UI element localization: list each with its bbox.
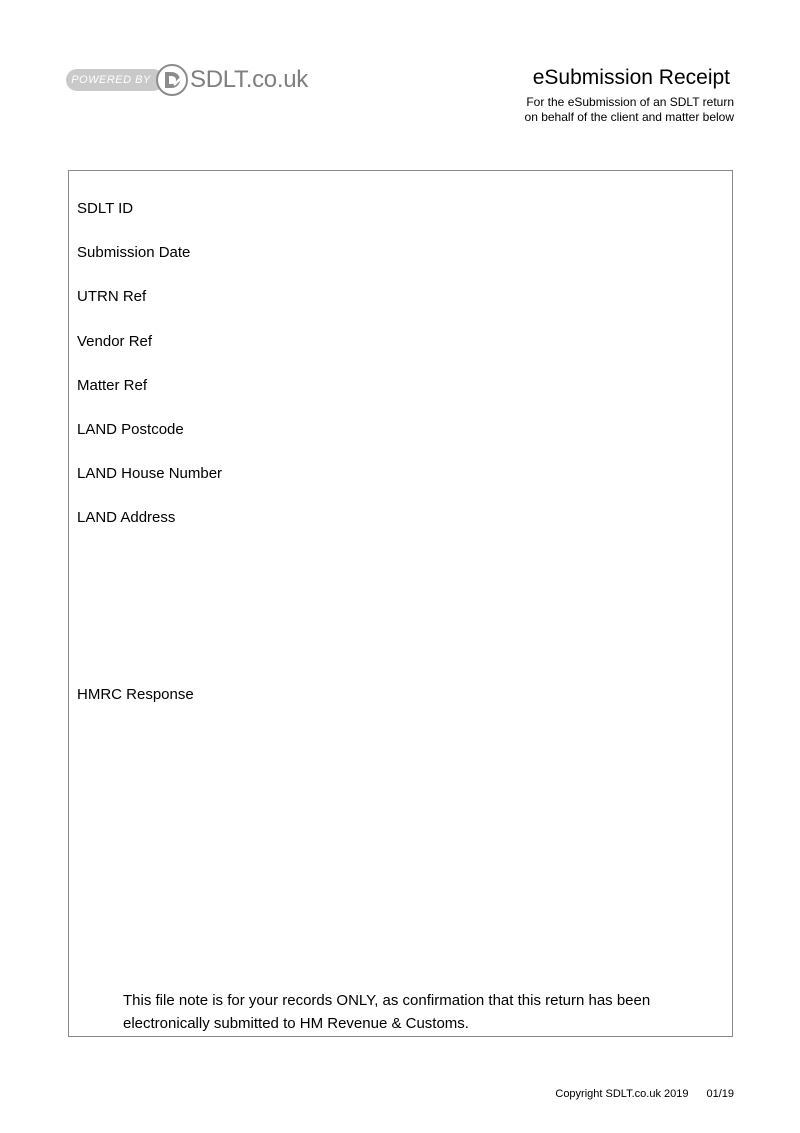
utrn-ref-label: UTRN Ref — [77, 288, 147, 305]
land-house-number-label: LAND House Number — [77, 465, 223, 482]
matter-ref-label: Matter Ref — [77, 377, 148, 394]
receipt-title: eSubmission Receipt — [532, 66, 730, 89]
sdlt-id-label: SDLT ID — [77, 200, 134, 217]
form-version: 01/19 — [706, 1088, 734, 1100]
brand-name: SDLT.co.uk — [190, 66, 308, 93]
confirmation-note: This file note is for your records ONLY, as confirmation that this return has been electronically submitted to HM Revenue & Customs. — [123, 992, 651, 1032]
submission-date-label: Submission Date — [77, 244, 191, 261]
receipt-subtitle — [525, 95, 734, 125]
subtitle-line-2: on behalf of the client and matter below — [524, 110, 734, 124]
powered-by-badge: POWERED BY — [66, 69, 164, 91]
land-address-label: LAND Address — [77, 509, 176, 526]
sdlt-logo-icon — [156, 64, 188, 96]
land-postcode-label: LAND Postcode — [77, 421, 184, 438]
subtitle-line-1: For the eSubmission of an SDLT return — [526, 95, 734, 109]
page-footer — [555, 1088, 734, 1100]
hmrc-response-label: HMRC Response — [77, 686, 194, 703]
copyright-text: Copyright SDLT.co.uk 2019 — [555, 1088, 689, 1100]
receipt-details-box — [68, 170, 733, 1037]
powered-by-logo — [66, 62, 308, 98]
vendor-ref-label: Vendor Ref — [77, 333, 153, 350]
